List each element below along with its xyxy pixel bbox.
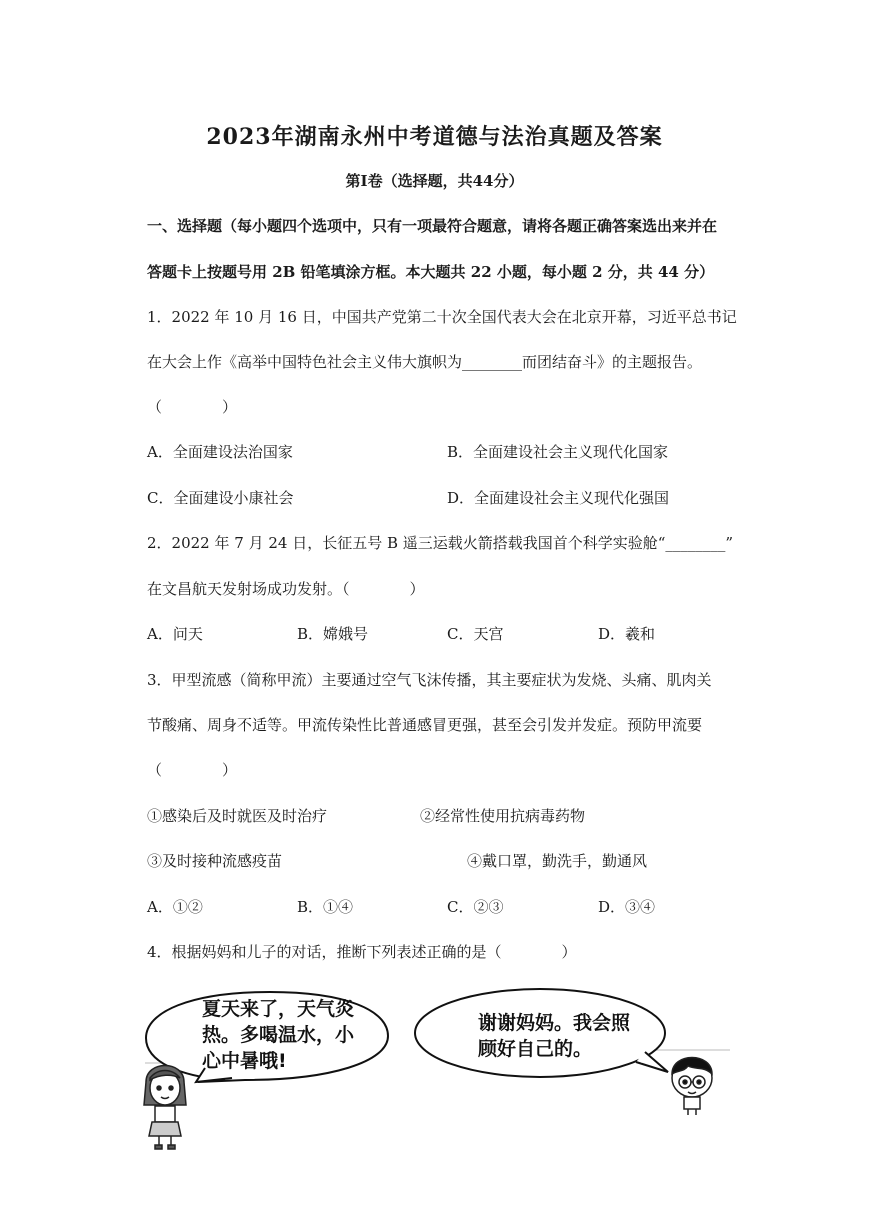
q1-line-2: 在大会上作《高举中国特色社会主义伟大旗帜为________而团结奋斗》的主题报告。: [147, 353, 703, 371]
q3-option-c: C．②③: [447, 898, 504, 916]
q1-answer-blank: （ ）: [147, 398, 238, 416]
section-title: 第Ⅰ卷（选择题，共44分）: [345, 172, 524, 190]
mom-bubble-line-1: 夏天来了，天气炎: [202, 998, 355, 1020]
q3-item-1: ①感染后及时就医及时治疗: [147, 807, 328, 825]
mom-bubble-line-2: 热。多喝温水，小: [202, 1024, 355, 1046]
q3-item-2: ②经常性使用抗病毒药物: [420, 807, 586, 825]
q3-item-4: ④戴口罩，勤洗手，勤通风: [467, 852, 648, 870]
page-title: 2023年湖南永州中考道德与法治真题及答案: [206, 124, 663, 150]
q3-option-a: A．①②: [147, 898, 203, 916]
q1-line-1: 1．2022 年 10 月 16 日，中国共产党第二十次全国代表大会在北京开幕，习近平总书记: [147, 308, 737, 326]
son-bubble-line-2: 顾好自己的。: [478, 1038, 593, 1060]
q2-option-a: A．问天: [147, 625, 203, 643]
mom-bubble-text: [202, 996, 354, 1074]
q2-option-c: C．天宫: [447, 625, 504, 643]
q3-item-3: ③及时接种流感疫苗: [147, 852, 283, 870]
q2-line-2: 在文昌航天发射场成功发射。（ ）: [147, 580, 425, 598]
q3-line-2: 节酸痛、周身不适等。甲流传染性比普通感冒更强，甚至会引发并发症。预防甲流要: [147, 716, 703, 734]
son-character: [672, 1058, 712, 1116]
son-bubble-text: [478, 1010, 630, 1062]
q3-option-b: B．①④: [297, 898, 354, 916]
mom-character: [144, 1066, 186, 1150]
q4-line-1: 4．根据妈妈和儿子的对话，推断下列表述正确的是（ ）: [147, 943, 577, 961]
q2-option-b: B．嫦娥号: [297, 625, 369, 643]
instructions-line-1: 一、选择题（每小题四个选项中，只有一项最符合题意，请将各题正确答案选出来并在: [147, 217, 718, 235]
q1-option-d: D．全面建设社会主义现代化强国: [447, 489, 670, 507]
q2-option-d: D．羲和: [598, 625, 656, 643]
q1-option-c: C．全面建设小康社会: [147, 489, 294, 507]
son-bubble-line-1: 谢谢妈妈。我会照: [478, 1012, 631, 1034]
q1-option-a: A．全面建设法治国家: [147, 443, 293, 461]
q3-line-1: 3．甲型流感（简称甲流）主要通过空气飞沫传播，其主要症状为发烧、头痛、肌肉关: [147, 671, 712, 689]
q3-option-d: D．③④: [598, 898, 656, 916]
instructions-line-2: 答题卡上按题号用 2B 铅笔填涂方框。本大题共 22 小题，每小题 2 分，共 44 分）: [147, 263, 715, 281]
mom-bubble-line-3: 心中暑哦!: [202, 1050, 287, 1072]
q3-answer-blank: （ ）: [147, 761, 238, 779]
q1-option-b: B．全面建设社会主义现代化国家: [447, 443, 669, 461]
q2-line-1: 2．2022 年 7 月 24 日，长征五号 B 遥三运载火箭搭载我国首个科学实验舱“________”: [147, 534, 734, 552]
